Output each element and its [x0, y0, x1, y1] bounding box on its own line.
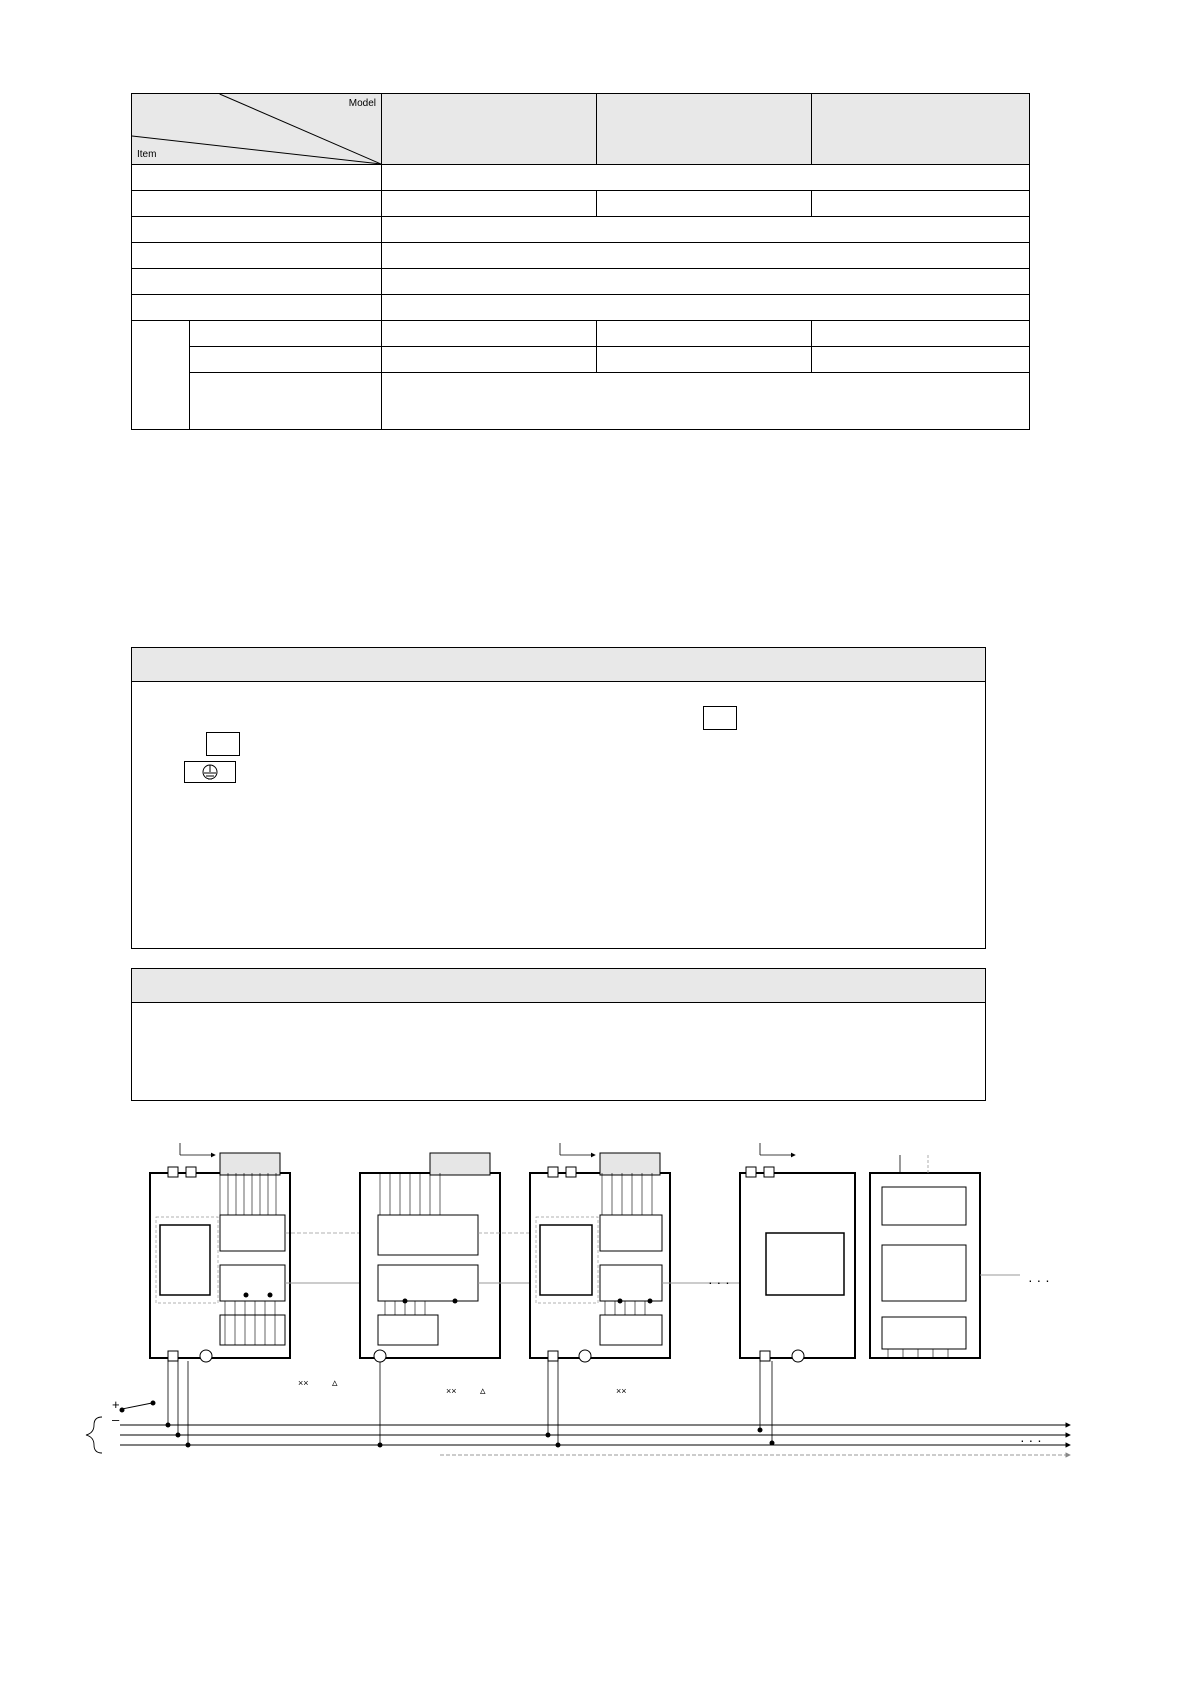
table-row — [132, 165, 1030, 191]
corner-row-label: Item — [137, 149, 157, 160]
table-cell — [812, 321, 1030, 347]
diagram-unit-1 — [150, 1143, 360, 1445]
note-paragraph-with-symbol — [148, 728, 969, 756]
note-paragraph — [148, 699, 969, 723]
table-header-cell — [597, 94, 812, 165]
row-label — [132, 243, 382, 269]
power-minus-label: – — [112, 1412, 120, 1427]
table-cell — [382, 269, 1030, 295]
table-group-row — [132, 373, 1030, 430]
group-sub-label — [190, 373, 382, 430]
table-header-cell — [382, 94, 597, 165]
note-box-secondary-title — [132, 969, 985, 1003]
diagram-ellipsis-2: · · · — [1028, 1272, 1050, 1288]
row-label — [132, 269, 382, 295]
symbol-box-secondary-icon — [703, 706, 737, 730]
table-cell — [382, 165, 1030, 191]
row-label — [132, 191, 382, 217]
note-box-primary-body — [132, 682, 985, 808]
diagram-unit-3 — [530, 1143, 740, 1445]
note-box-primary — [131, 647, 986, 949]
note-paragraph-with-ground — [148, 761, 969, 791]
diagram-ellipsis-3: · · · — [1020, 1432, 1042, 1448]
table-cell — [382, 347, 597, 373]
diagram-power-bus — [86, 1401, 1070, 1455]
table-row — [132, 269, 1030, 295]
table-row — [132, 191, 1030, 217]
table-cell — [597, 191, 812, 217]
diagram-unit-4 — [740, 1143, 855, 1443]
table-row — [132, 217, 1030, 243]
table-cell — [382, 295, 1030, 321]
diagram-mark-3: ×× — [446, 1386, 457, 1396]
table-corner-cell — [132, 94, 382, 165]
group-label — [132, 321, 190, 430]
diagram-mark-5: ×× — [616, 1386, 627, 1396]
table-cell — [812, 347, 1030, 373]
note-box-primary-title — [132, 648, 985, 682]
group-sub-label — [190, 347, 382, 373]
row-label — [132, 165, 382, 191]
diagram-mark-2: ▵ — [332, 1377, 338, 1389]
power-plus-label: + — [112, 1397, 120, 1412]
table-group-row — [132, 347, 1030, 373]
corner-column-label: Model — [348, 98, 376, 109]
group-sub-label — [190, 321, 382, 347]
table-cell — [382, 217, 1030, 243]
diagram-mark-4: ▵ — [480, 1385, 486, 1397]
table-cell — [382, 191, 597, 217]
note-box-secondary-body — [132, 1003, 985, 1032]
diagram-mark-1: ×× — [298, 1378, 309, 1388]
table-cell — [382, 373, 1030, 430]
ground-icon — [184, 761, 236, 783]
table-cell — [382, 321, 597, 347]
table-header-cell — [812, 94, 1030, 165]
table-group-row — [132, 321, 1030, 347]
diagram-unit-5 — [870, 1155, 1020, 1358]
system-wiring-diagram — [60, 1125, 1130, 1475]
wiring-diagram-svg — [60, 1125, 1130, 1475]
symbol-box-icon — [206, 732, 240, 756]
table-header-row — [132, 94, 1030, 165]
table-cell — [597, 347, 812, 373]
specification-table — [131, 93, 1030, 430]
diagram-ellipsis-1: · · · — [708, 1274, 730, 1290]
row-label — [132, 217, 382, 243]
table-cell — [597, 321, 812, 347]
row-label — [132, 295, 382, 321]
table-cell — [382, 243, 1030, 269]
note-box-secondary — [131, 968, 986, 1101]
table-row — [132, 295, 1030, 321]
table-cell — [812, 191, 1030, 217]
table-row — [132, 243, 1030, 269]
